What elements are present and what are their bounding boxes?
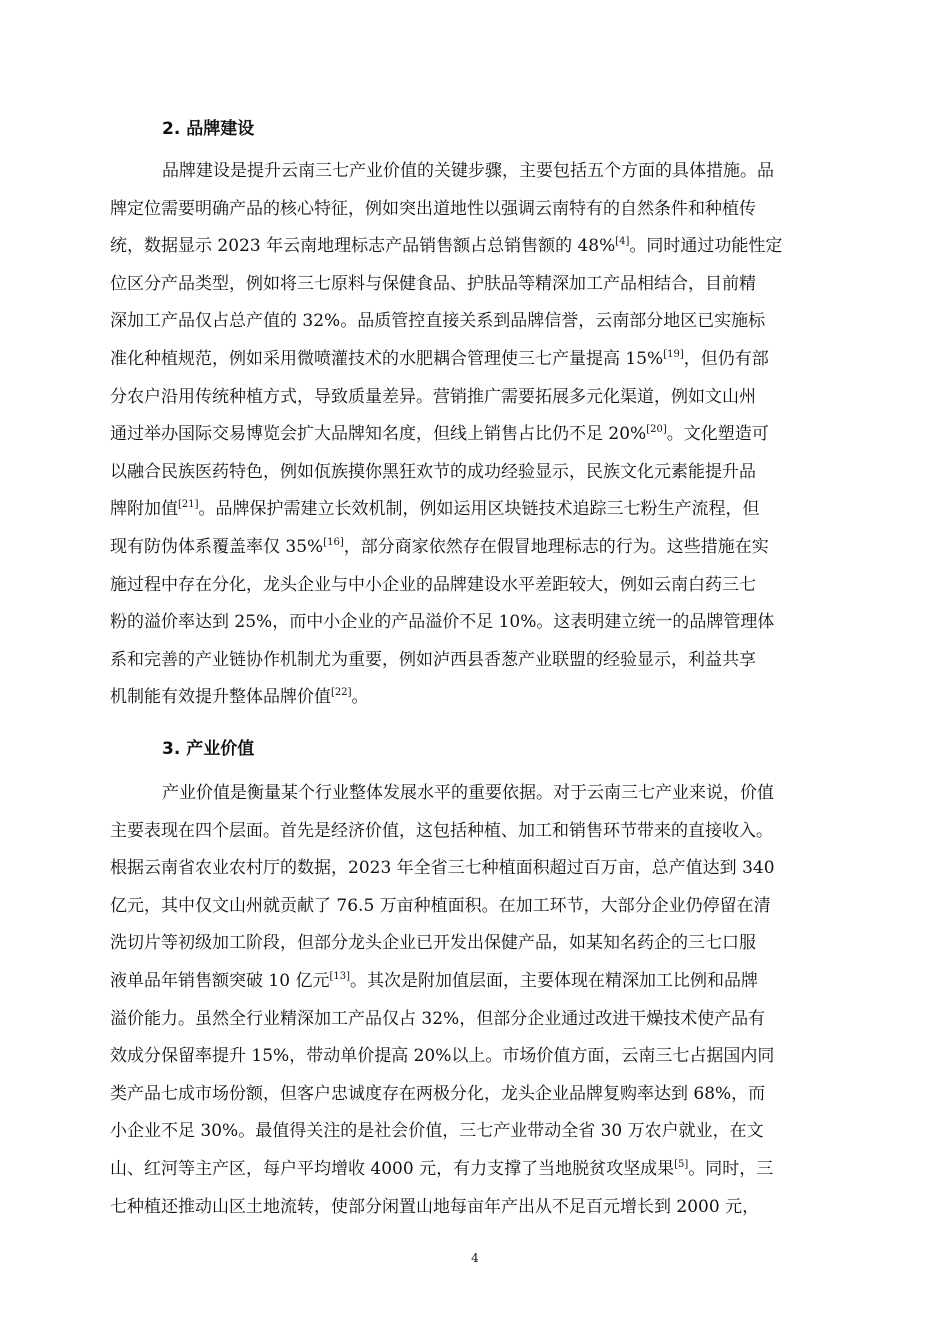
citation-marker: [16]	[323, 537, 344, 548]
line-text: 品牌建设是提升云南三七产业价值的关键步骤，主要包括五个方面的具体措施。品	[162, 161, 774, 181]
line-text-after-citation: 。	[351, 687, 369, 708]
line-text: 深加工产品仅占总产值的 32%。品质管控直接关系到品牌信誉，云南部分地区已实施标	[110, 311, 766, 332]
text-line	[110, 1158, 773, 1180]
line-text-after-citation: 。其次是附加值层面，主要体现在精深加工比例和品牌	[349, 971, 758, 991]
line-text: 类产品七成市场份额，但客户忠诚度存在两极分化，龙头企业品牌复购率达到 68%，而	[110, 1083, 766, 1104]
line-text: 分农户沿用传统种植方式，导致质量差异。营销推广需要拓展多元化渠道，例如文山州	[110, 386, 756, 407]
citation-marker: [13]	[329, 971, 350, 982]
text-line	[110, 857, 775, 879]
line-text: 准化种植规范，例如采用微喷灌技术的水肥耦合管理使三七产量提高 15%	[110, 349, 664, 369]
text-line	[110, 686, 369, 708]
line-text: 位区分产品类型，例如将三七原料与保健食品、护肤品等精深加工产品相结合，目前精	[110, 273, 756, 294]
line-text: 七种植还推动山区土地流转，使部分闲置山地每亩年产出从不足百元增长到 2000 元，	[110, 1196, 760, 1217]
text-line	[162, 782, 774, 804]
text-line	[110, 536, 769, 558]
line-text: 洗切片等初级加工阶段，但部分龙头企业已开发出保健产品，如某知名药企的三七口服	[110, 933, 756, 954]
line-text: 统，数据显示 2023 年云南地理标志产品销售额占总销售额的 48%	[110, 236, 616, 257]
line-text: 效成分保留率提升 15%，带动单价提高 20%以上。市场价值方面，云南三七占据国内同	[110, 1046, 775, 1067]
line-text: 根据云南省农业农村厅的数据，2023 年全省三七种植面积超过百万亩，总产值达到 340	[110, 858, 775, 879]
text-line	[110, 1083, 765, 1105]
text-line	[110, 895, 771, 917]
text-line	[110, 1120, 764, 1142]
citation-marker: [5]	[674, 1159, 689, 1170]
line-text: 亿元，其中仅文山州就贡献了 76.5 万亩种植面积。在加工环节，大部分企业仍停留在清	[110, 895, 771, 916]
line-text: 粉的溢价率达到 25%，而中小企业的产品溢价不足 10%。这表明建立统一的品牌管理体	[110, 612, 775, 633]
line-text: 施过程中存在分化，龙头企业与中小企业的品牌建设水平差距较大，例如云南白药三七	[110, 574, 756, 595]
line-text-after-citation: 。文化塑造可	[666, 424, 769, 445]
line-text: 现有防伪体系覆盖率仅 35%	[110, 537, 324, 557]
citation-marker: [19]	[663, 349, 684, 360]
text-line	[110, 423, 769, 445]
line-text-after-citation: ，但仍有部	[683, 349, 769, 369]
text-line	[110, 932, 756, 954]
section-heading-brand-building: 2. 品牌建设	[162, 119, 255, 139]
line-text-after-citation: ，部分商家依然存在假冒地理标志的行为。这些措施在实	[343, 537, 769, 557]
line-text: 溢价能力。虽然全行业精深加工产品仅占 32%，但部分企业通过改进干燥技术使产品有	[110, 1008, 766, 1029]
citation-marker: [4]	[615, 236, 630, 248]
text-line	[110, 386, 756, 408]
line-text-after-citation: 。品牌保护需建立长效机制，例如运用区块链技术追踪三七粉生产流程，但	[198, 499, 760, 520]
text-line	[110, 198, 756, 220]
line-text: 以融合民族医药特色，例如佤族摸你黑狂欢节的成功经验显示，民族文化元素能提升品	[110, 461, 756, 482]
text-line	[110, 970, 758, 992]
text-line	[110, 348, 769, 370]
text-line	[110, 820, 773, 842]
line-text: 产业价值是衡量某个行业整体发展水平的重要依据。对于云南三七产业来说，价值	[162, 783, 774, 803]
text-line	[110, 461, 756, 483]
line-text: 山、红河等主产区，每户平均增收 4000 元，有力支撑了当地脱贫攻坚成果	[110, 1159, 675, 1179]
section-heading-industry-value: 3. 产业价值	[162, 739, 255, 759]
text-line	[110, 498, 760, 520]
line-text: 机制能有效提升整体品牌价值	[110, 687, 331, 708]
text-line	[110, 1008, 765, 1030]
line-text: 牌定位需要明确产品的核心特征，例如突出道地性以强调云南特有的自然条件和种植传	[110, 198, 756, 219]
citation-marker: [20]	[646, 424, 667, 436]
text-line	[110, 574, 756, 596]
citation-marker: [22]	[331, 687, 352, 699]
text-line	[110, 310, 765, 332]
line-text-after-citation: 。同时，三	[688, 1159, 774, 1179]
line-text: 系和完善的产业链协作机制尤为重要，例如泸西县香葱产业联盟的经验显示，利益共享	[110, 649, 756, 670]
line-text-after-citation: 。同时通过功能性定	[629, 236, 783, 257]
text-line	[110, 611, 774, 633]
citation-marker: [21]	[178, 499, 199, 511]
text-line	[162, 160, 774, 182]
text-line	[110, 273, 756, 295]
text-line	[110, 1045, 774, 1067]
text-line	[110, 649, 756, 671]
line-text: 牌附加值	[110, 499, 178, 520]
line-text: 液单品年销售额突破 10 亿元	[110, 971, 330, 991]
text-line	[110, 235, 782, 257]
line-text: 通过举办国际交易博览会扩大品牌知名度，但线上销售占比仍不足 20%	[110, 424, 647, 445]
line-text: 小企业不足 30%。最值得关注的是社会价值，三七产业带动全省 30 万农户就业，在文	[110, 1121, 764, 1142]
line-text: 主要表现在四个层面。首先是经济价值，这包括种植、加工和销售环节带来的直接收入。	[110, 820, 773, 841]
text-line	[110, 1196, 759, 1218]
page-number: 4	[471, 1251, 479, 1265]
